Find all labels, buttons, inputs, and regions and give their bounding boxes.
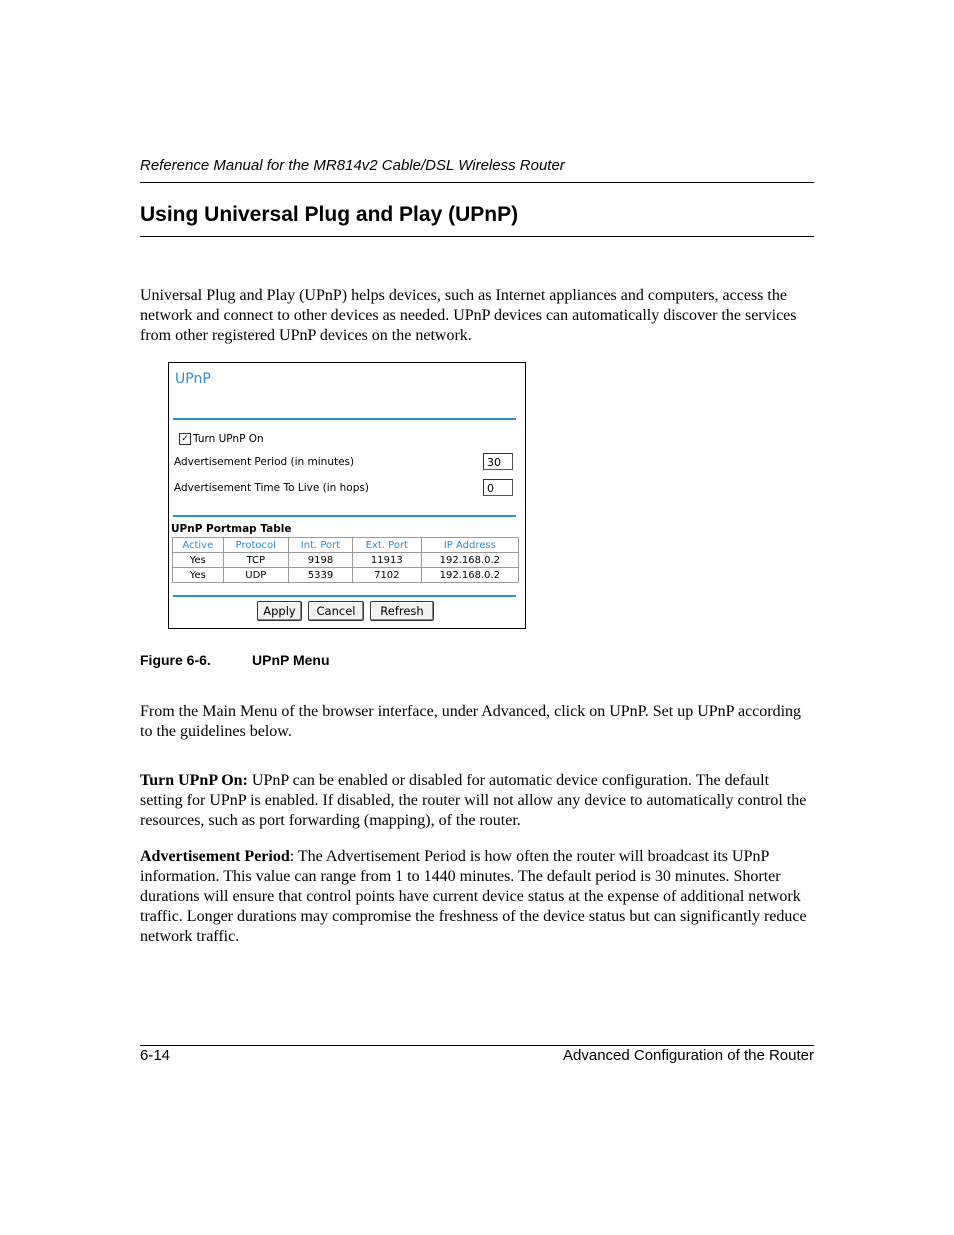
figure-title: UPnP Menu — [252, 652, 330, 668]
adv-period-text: Advertisement Period — [174, 456, 288, 468]
turn-upnp-on-label: Turn UPnP On — [193, 433, 264, 445]
figure-number: Figure 6-6. — [140, 652, 211, 668]
table-row — [173, 553, 519, 568]
turn-on-paragraph — [140, 771, 815, 831]
portmap-table-title: UPnP Portmap Table — [171, 523, 292, 535]
cell-ext-port: 7102 — [352, 568, 421, 583]
col-active: Active — [173, 538, 224, 553]
cell-int-port: 5339 — [289, 568, 353, 583]
footer-rule — [140, 1045, 814, 1046]
adv-ttl-text: Advertisement Time To Live — [174, 482, 320, 494]
title-rule — [140, 236, 814, 237]
adv-ttl-input[interactable]: 0 — [483, 479, 513, 496]
table-row — [173, 568, 519, 583]
header-rule — [140, 182, 814, 183]
apply-button[interactable]: Apply — [257, 601, 302, 621]
running-header: Reference Manual for the MR814v2 Cable/DSL Wireless Router — [140, 157, 565, 174]
adv-ttl-label — [174, 482, 369, 494]
cell-ip-address: 192.168.0.2 — [421, 553, 518, 568]
cell-int-port: 9198 — [289, 553, 353, 568]
main-menu-paragraph: From the Main Menu of the browser interface, under Advanced, click on UPnP. Set up UPnP according to the guidelines below. — [140, 703, 802, 740]
col-ip-address: IP Address — [421, 538, 518, 553]
refresh-button[interactable]: Refresh — [370, 601, 434, 621]
panel-divider-top — [173, 418, 516, 420]
adv-period-term: Advertisement Period — [140, 848, 290, 865]
cell-protocol: TCP — [223, 553, 288, 568]
panel-divider-bottom — [173, 595, 516, 597]
panel-title: UPnP — [175, 371, 211, 387]
turn-on-term: Turn UPnP On: — [140, 772, 248, 789]
turn-on-text: UPnP can be enabled or disabled for automatic device configuration. The default setting for UPnP is enabled. If disabled, the router will not allow any device to automatically control the resources, such as port forwarding (mapping), of the router. — [140, 772, 807, 829]
adv-period-input[interactable]: 30 — [483, 453, 513, 470]
col-protocol: Protocol — [223, 538, 288, 553]
adv-period-paragraph — [140, 847, 815, 947]
portmap-header-row — [173, 538, 519, 553]
adv-period-desc: : The Advertisement Period is how often the router will broadcast its UPnP information. This value can range from 1 to 1440 minutes. The default period is 30 minutes. Shorter durations will ensure that control points have current device status at the expense of additional network traffic. Longer durations may compromise the freshness of the device status but can significantly reduce network traffic. — [140, 848, 807, 945]
upnp-panel — [168, 362, 526, 629]
panel-divider-middle — [173, 515, 516, 517]
cell-ip-address: 192.168.0.2 — [421, 568, 518, 583]
intro-paragraph: Universal Plug and Play (UPnP) helps devices, such as Internet appliances and computers, access the network and connect to other devices as needed. UPnP devices can automatically discover the services from other registered UPnP devices on the network. — [140, 287, 797, 344]
portmap-table — [172, 537, 519, 583]
cell-ext-port: 11913 — [352, 553, 421, 568]
adv-period-label — [174, 456, 354, 468]
figure-caption — [140, 652, 330, 668]
adv-ttl-unit: (in hops) — [322, 482, 369, 494]
chapter-title: Advanced Configuration of the Router — [563, 1047, 814, 1064]
turn-upnp-on-checkbox[interactable]: ✓ — [179, 433, 191, 445]
cell-protocol: UDP — [223, 568, 288, 583]
col-ext-port: Ext. Port — [352, 538, 421, 553]
cell-active: Yes — [173, 553, 224, 568]
cancel-button[interactable]: Cancel — [308, 601, 364, 621]
col-int-port: Int. Port — [289, 538, 353, 553]
adv-period-unit: (in minutes) — [290, 456, 355, 468]
cell-active: Yes — [173, 568, 224, 583]
page-number: 6-14 — [140, 1047, 171, 1064]
section-title: Using Universal Plug and Play (UPnP) — [140, 203, 519, 226]
